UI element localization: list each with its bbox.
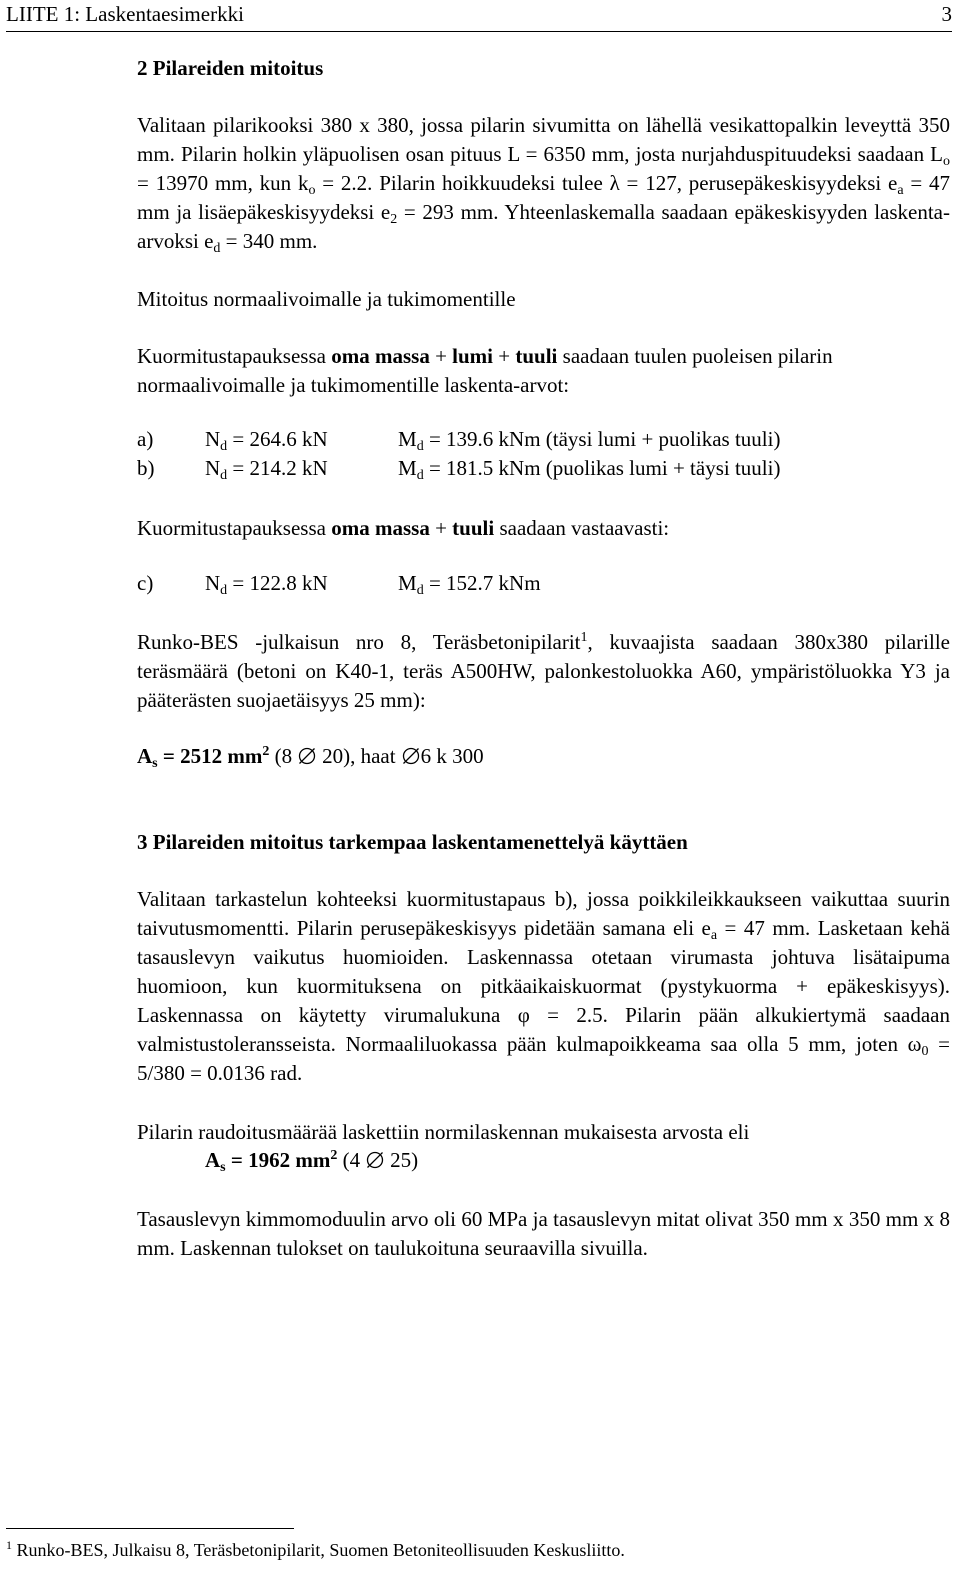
section-2-intro-paragraph: Valitaan pilarikooksi 380 x 380, jossa pilarin sivumitta on lähellä vesikattopalkin leveyttä 350 mm. Pilarin holkin yläpuolisen osan pituus L = 6350 mm, josta nurjahduspituudeksi saadaan $L_o = 13970$ mm, kun $k_o = 2.2$. Pilarin hoikkuudeksi tulee λ = 127, perusepäkeskisyydeksi $e_a = 47$ mm ja lisäepäkeskisyydeksi $e_2 = 293$ mm. Yhteenlaskemalla saadaan epäkeskisyyden laskenta-arvoksi $e_d = 340$ mm. <box>137 113 951 256</box>
steel-area-result-1: $A_s = 2512$ $mm^2$ (8 20), haat 6 k 300 <box>137 744 484 771</box>
reinforcement-paragraph: Pilarin raudoitusmäärää laskettiin normilaskennan mukaisesta arvosta eli <box>137 1120 750 1144</box>
page-header <box>6 0 952 32</box>
diameter-icon <box>402 747 420 765</box>
runko-bes-paragraph: Runko-BES -julkaisun nro 8, Teräsbetonipilarit$^1$, kuvaajista saadaan 380x380 pilarille teräsmäärä (betoni on K40-1, teräs A500HW, palonkestoluokka A60, ympäristöluokka Y3 ja pääterästen suojaetäisyys 25 mm): <box>137 630 950 712</box>
footnote: $^1$ Runko-BES, Julkaisu 8, Teräsbetonipilarit, Suomen Betoniteollisuuden Keskusliitto. <box>6 1538 625 1560</box>
section-2-heading: 2 Pilareiden mitoitus <box>137 56 324 80</box>
diameter-icon <box>366 1151 384 1169</box>
subheading-design: Mitoitus normaalivoimalle ja tukimomentille <box>137 287 516 311</box>
section-3-paragraph: Valitaan tarkastelun kohteeksi kuormitustapaus b), jossa poikkileikkaukseen vaikuttaa suurin taivutusmomentti. Pilarin perusepäkeskisyys pidetään samana eli $e_a = 47$ mm. Lasketaan kehä tasauslevyn vaikutus huomioiden. Laskennassa otetaan virumasta johtuva lisätaipuma huomioon, kun kuormituksena on pitkäaikaiskuormat (pystykuorma + epäkeskisyys). Laskennassa on käytetty virumalukuna φ = 2.5. Pilarin pään alkukiertymä saadaan valmistustoleransseista. Normaaliluokassa pään kulmapoikkeama saa olla 5 mm, joten $\omega_0 = 5/380 = 0.0136$ rad. <box>137 887 950 1085</box>
section-3-heading: 3 Pilareiden mitoitus tarkempaa laskentamenettelyä käyttäen <box>137 830 688 854</box>
footnote-divider <box>6 1528 294 1529</box>
page-number: 3 <box>941 2 952 26</box>
load-combination-paragraph-2: Kuormitustapauksessa oma massa + tuuli saadaan vastaavasti: <box>137 516 670 540</box>
header-title: LIITE 1: Laskentaesimerkki <box>6 2 244 26</box>
closing-paragraph: Tasauslevyn kimmomoduulin arvo oli 60 MPa ja tasauslevyn mitat olivat 350 mm x 350 mm x 8 mm. Laskennan tulokset on taulukoituna seuraavilla sivuilla. <box>137 1207 950 1260</box>
diameter-icon <box>298 747 316 765</box>
steel-area-result-2: $A_s = 1962$ $mm^2$ (4 25) <box>205 1148 419 1175</box>
load-combination-paragraph-1: Kuormitustapauksessa oma massa + lumi + tuuli saadaan tuulen puoleisen pilarin normaalivoimalle ja tukimomentille laskenta-arvot: <box>137 344 833 397</box>
